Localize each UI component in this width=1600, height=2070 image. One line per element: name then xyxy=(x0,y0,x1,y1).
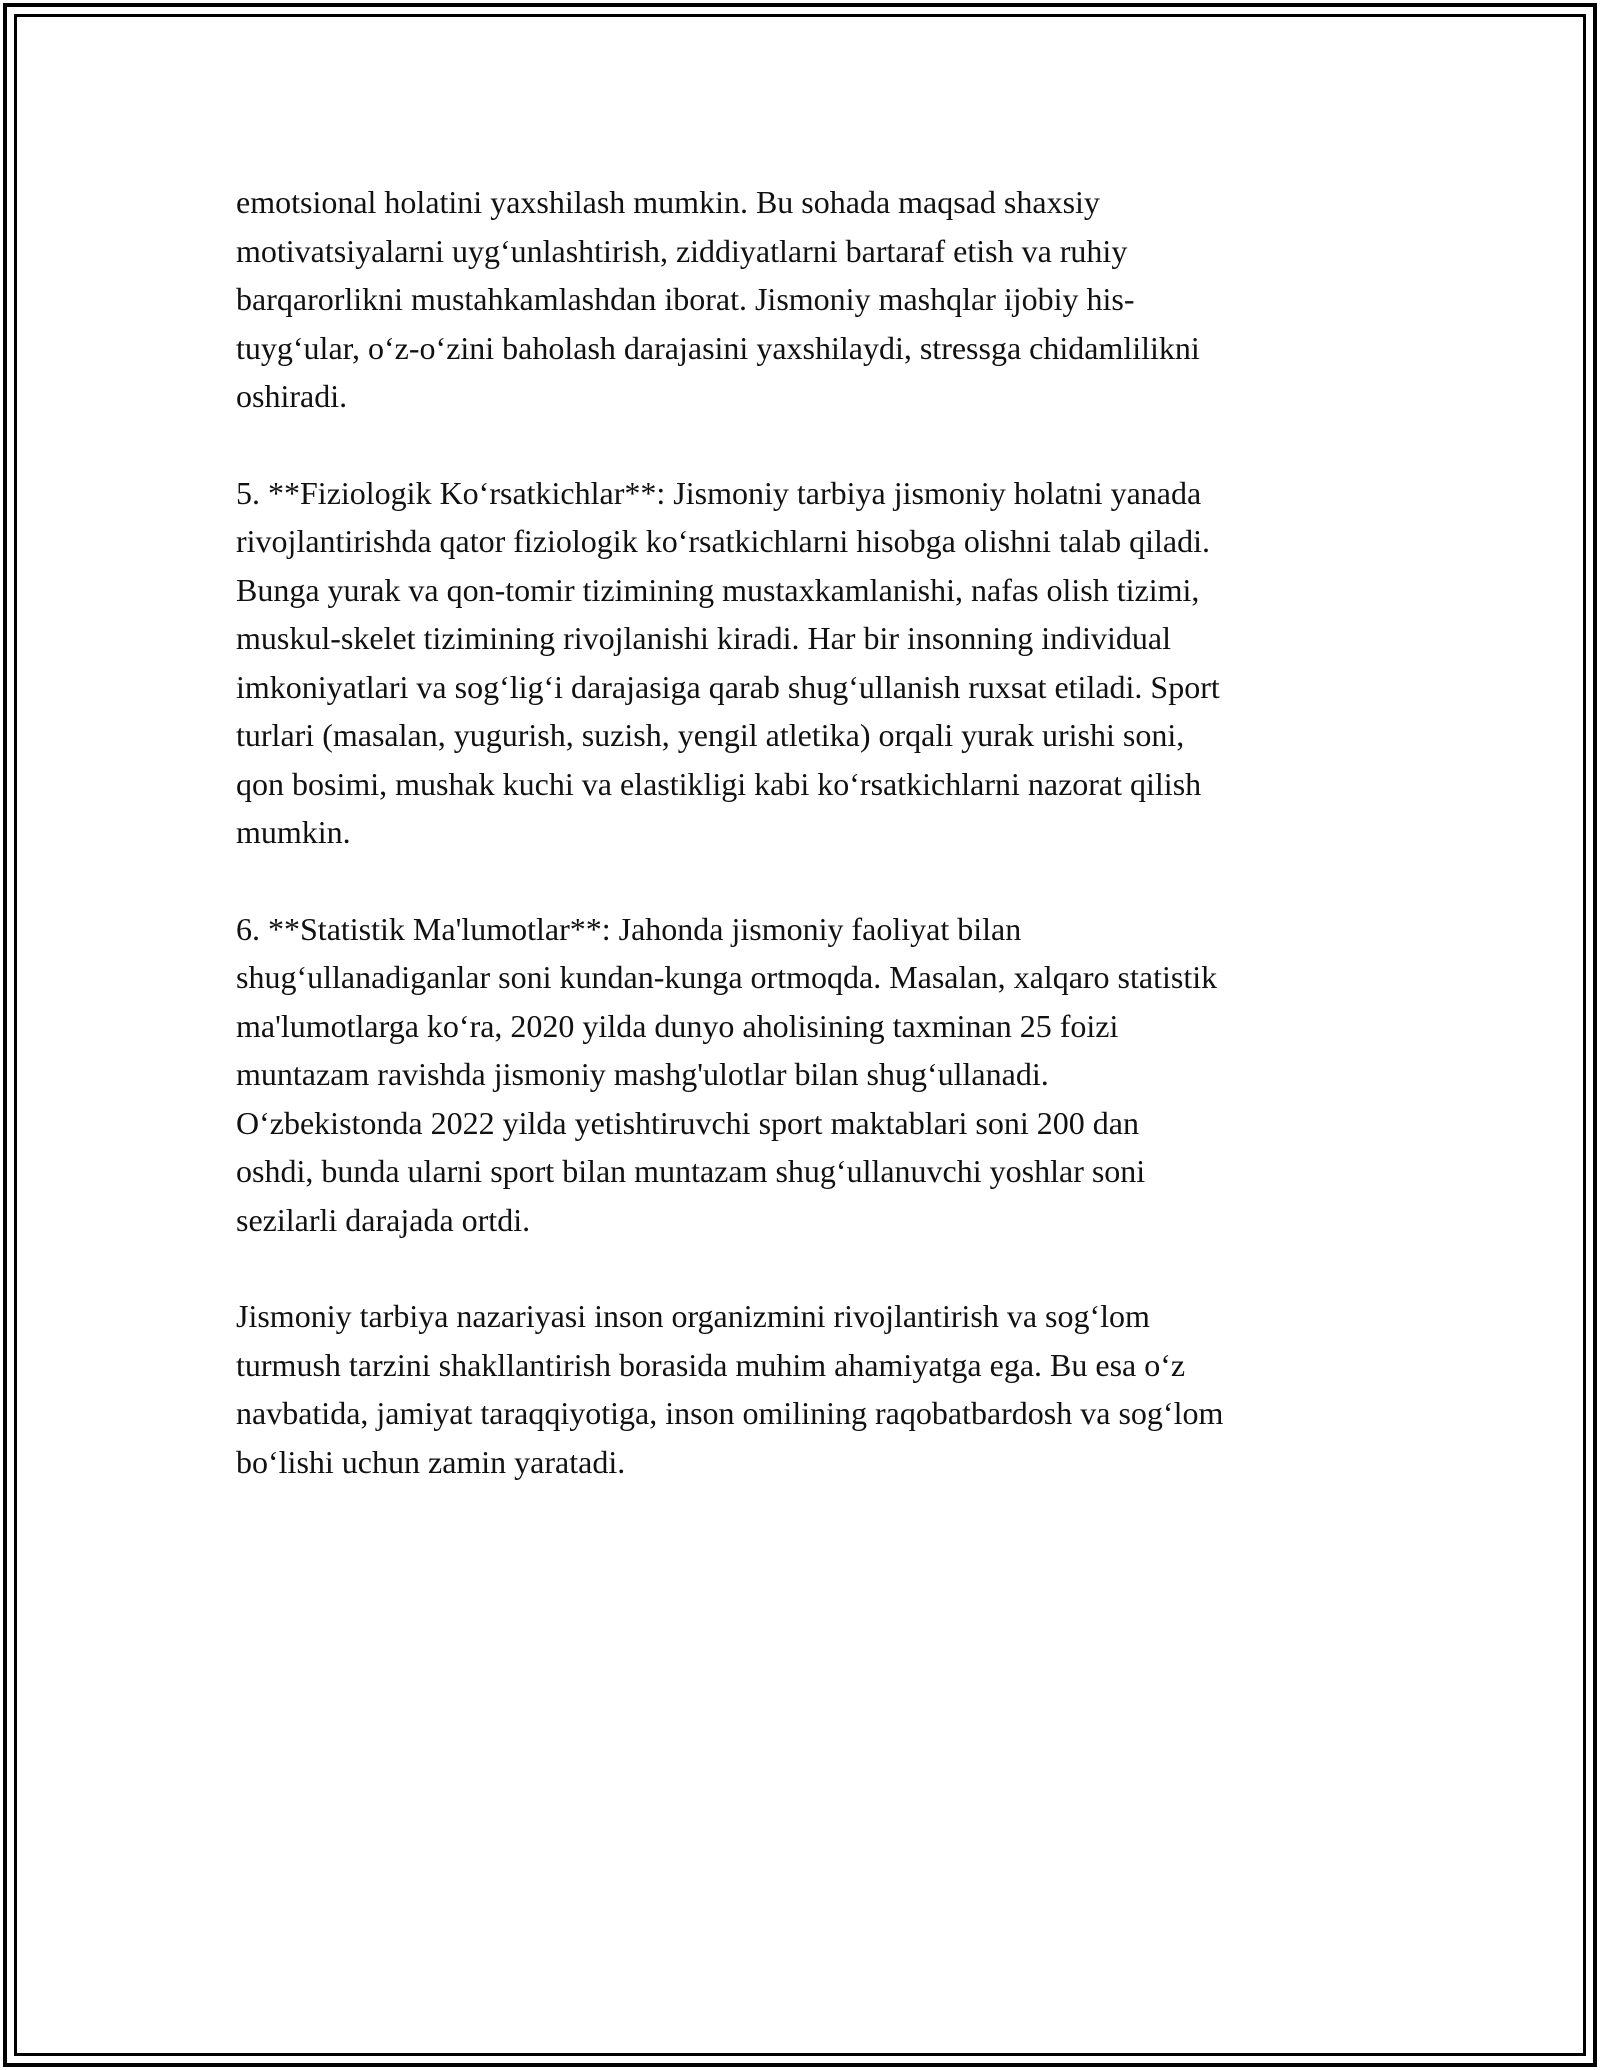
paragraph-physiological-indicators: 5. **Fiziologik Ko‘rsatkichlar**: Jismoniy tarbiya jismoniy holatni yanada rivojlantirishda qator fiziologik ko‘rsatkichlarni hisobga olishni talab qiladi. Bunga yurak va qon-tomir tizimining mustaxkamlanishi, nafas olish tizimi, muskul-skelet tizimining rivojlanishi kiradi. Har bir insonning individual imkoniyatlari va sog‘lig‘i darajasiga qarab shug‘ullanish ruxsat etiladi. Sport turlari (masalan, yugurish, suzish, yengil atletika) orqali yurak urishi soni, qon bosimi, mushak kuchi va elastikligi kabi ko‘rsatkichlarni nazorat qilish mumkin. xyxy=(236,474,1220,850)
paragraph-conclusion: Jismoniy tarbiya nazariyasi inson organizmini rivojlantirish va sog‘lom turmush tarzini shakllantirish borasida muhim ahamiyatga ega. Bu esa o‘z navbatida, jamiyat taraqqiyotiga, inson omilining raqobatbardosh va sog‘lom bo‘lishi uchun zamin yaratadi. xyxy=(236,1298,1224,1480)
document-body xyxy=(236,178,1376,1534)
paragraph-emotional-state: emotsional holatini yaxshilash mumkin. Bu sohada maqsad shaxsiy motivatsiyalarni uyg‘unlashtirish, ziddiyatlarni bartaraf etish va ruhiy barqarorlikni mustahkamlashdan iborat. Jismoniy mashqlar ijobiy his- tuyg‘ular, o‘z-o‘zini baholash darajasini yaxshilaydi, stressga chidamlilikni oshiradi. xyxy=(236,184,1200,414)
paragraph-statistical-data: 6. **Statistik Ma'lumotlar**: Jahonda jismoniy faoliyat bilan shug‘ullanadiganlar soni kundan-kunga ortmoqda. Masalan, xalqaro statistik ma'lumotlarga ko‘ra, 2020 yilda dunyo aholisining taxminan 25 foizi muntazam ravishda jismoniy mashg'ulotlar bilan shug‘ullanadi. O‘zbekistonda 2022 yilda yetishtiruvchi sport maktablari soni 200 dan oshdi, bunda ularni sport bilan muntazam shug‘ullanuvchi yoshlar soni sezilarli darajada ortdi. xyxy=(236,910,1218,1238)
